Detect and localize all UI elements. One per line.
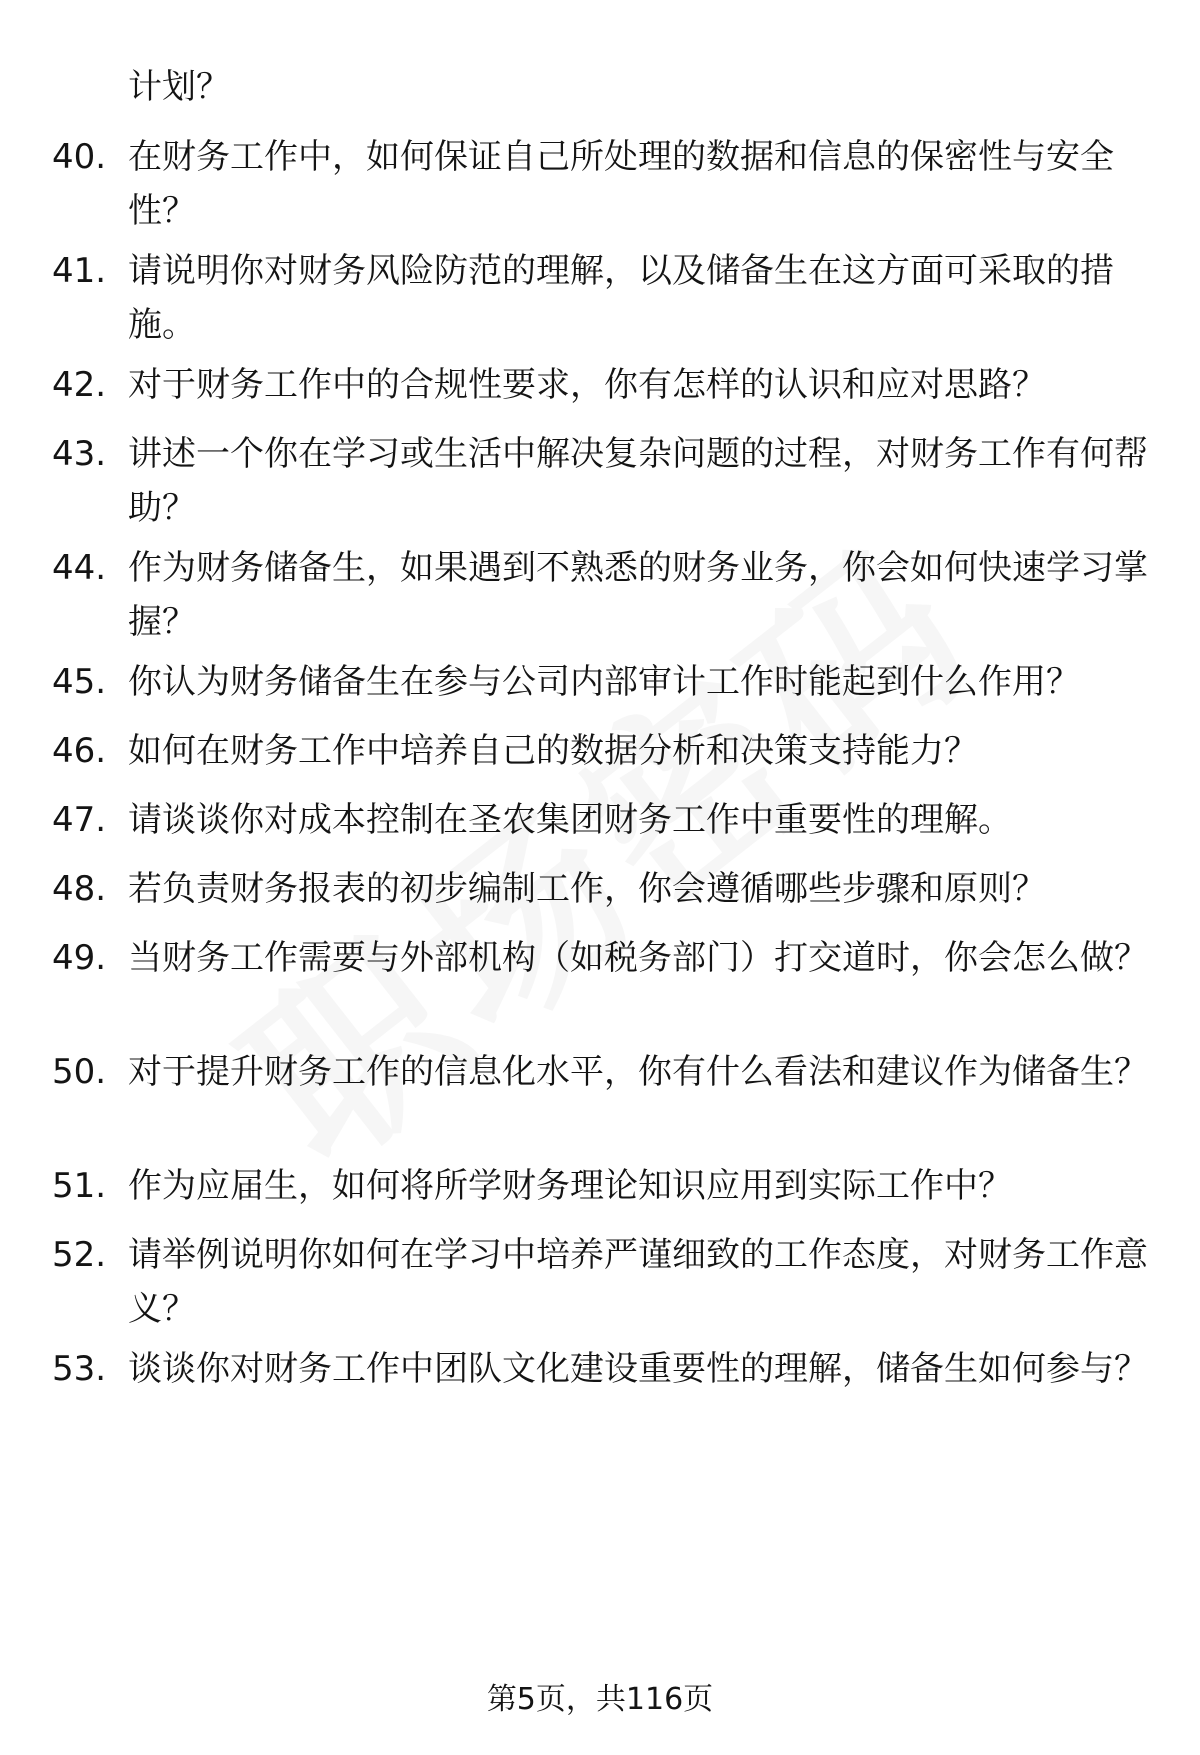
question-text: 作为财务储备生，如果遇到不熟悉的财务业务，你会如何快速学习掌握？: [128, 548, 1148, 642]
question-text: 对于提升财务工作的信息化水平，你有什么看法和建议作为储备生？: [128, 1052, 1148, 1092]
question-text: 请谈谈你对成本控制在圣农集团财务工作中重要性的理解。: [128, 800, 1012, 840]
question-text: 讲述一个你在学习或生活中解决复杂问题的过程，对财务工作有何帮助？: [128, 434, 1148, 528]
continued-question-text: 计划？: [128, 67, 230, 107]
question-text: 请说明你对财务风险防范的理解，以及储备生在这方面可采取的措施。: [128, 251, 1114, 345]
question-number: 42.: [52, 365, 107, 405]
page-footer: 第5页，共116页: [486, 1682, 714, 1717]
question-number: 41.: [52, 251, 107, 291]
question-number: 53.: [52, 1349, 107, 1389]
question-number: 51.: [52, 1166, 107, 1206]
question-number: 43.: [52, 434, 107, 474]
question-text: 对于财务工作中的合规性要求，你有怎样的认识和应对思路？: [128, 365, 1046, 405]
question-number: 40.: [52, 137, 107, 177]
question-text: 作为应届生，如何将所学财务理论知识应用到实际工作中？: [128, 1166, 1012, 1206]
question-text: 在财务工作中，如何保证自己所处理的数据和信息的保密性与安全性？: [128, 137, 1114, 231]
question-text: 你认为财务储备生在参与公司内部审计工作时能起到什么作用？: [128, 662, 1080, 702]
question-number: 46.: [52, 731, 107, 771]
question-number: 48.: [52, 869, 107, 909]
question-text: 若负责财务报表的初步编制工作，你会遵循哪些步骤和原则？: [128, 869, 1046, 909]
question-number: 47.: [52, 800, 107, 840]
question-number: 50.: [52, 1052, 107, 1092]
question-number: 45.: [52, 662, 107, 702]
question-text: 当财务工作需要与外部机构（如税务部门）打交道时，你会怎么做？: [128, 938, 1148, 978]
question-text: 如何在财务工作中培养自己的数据分析和决策支持能力？: [128, 731, 978, 771]
question-number: 49.: [52, 938, 107, 978]
question-number: 44.: [52, 548, 107, 588]
question-number: 52.: [52, 1235, 107, 1275]
question-text: 请举例说明你如何在学习中培养严谨细致的工作态度，对财务工作意义？: [128, 1235, 1148, 1329]
question-text: 谈谈你对财务工作中团队文化建设重要性的理解，储备生如何参与？: [128, 1349, 1148, 1389]
